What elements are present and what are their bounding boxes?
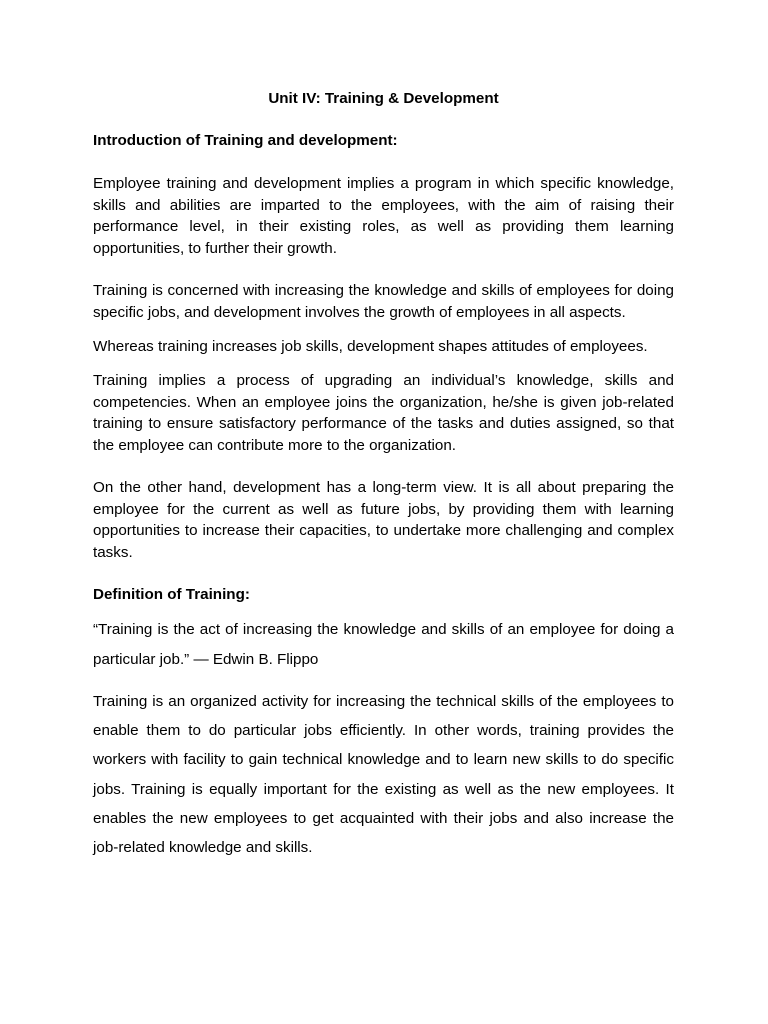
paragraph-organized-activity: Training is an organized activity for increasing the technical skills of the employees to enable them to do particular jobs efficiently. In other words, training provides the workers with facility to gain technical knowledge and to learn new skills to do specific jobs. Training is equally important for the existing as well as the new employees. It enables the new employees to get acquainted with their jobs and also increase the job-related knowledge and skills. [93,692,674,857]
definition-heading: Definition of Training: [93,586,250,604]
paragraph-training-implies: Training implies a process of upgrading an individual’s knowledge, skills and competencies. When an employee joins the organization, he/she is given job-related training to ensure satisfactory performance of the tasks and duties assigned, so that the employee can contribute more to the organization. [93,372,674,454]
intro-heading: Introduction of Training and development: [93,132,398,149]
paragraph-training-concern: Training is concerned with increasing the knowledge and skills of employees for doing specific jobs, and development involves the growth of employees in all aspects. [93,282,674,321]
page-title: Unit IV: Training & Development [268,90,499,107]
paragraph-intro: Employee training and development implies a program in which specific knowledge, skills and abilities are imparted to the employees, with the aim of raising their performance level, in their existing roles, as well as providing them learning opportunities, to further their growth. [93,175,674,257]
paragraph-whereas: Whereas training increases job skills, development shapes attitudes of employees. [93,338,648,355]
document-page [93,88,674,863]
definition-quote: “Training is the act of increasing the knowledge and skills of an employee for doing a particular job.” — Edwin B. Flippo [93,621,674,668]
paragraph-development: On the other hand, development has a long-term view. It is all about preparing the employee for the current as well as future jobs, by providing them with learning opportunities to increase their capacities, to undertake more challenging and complex tasks. [93,479,674,561]
